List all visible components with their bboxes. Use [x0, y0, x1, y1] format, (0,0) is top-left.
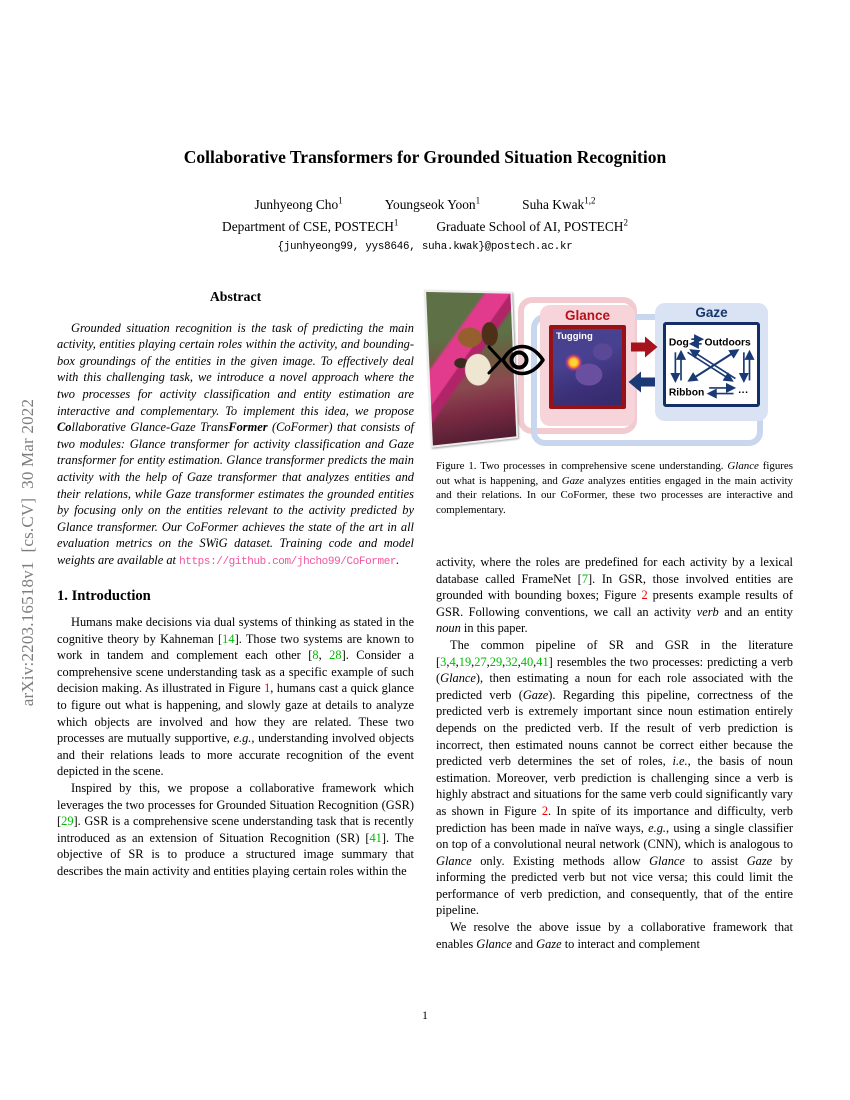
left-column	[57, 289, 414, 880]
gaze-box	[655, 303, 768, 421]
affiliation-line	[0, 218, 850, 235]
body-paragraph-pipeline: The common pipeline of SR and GSR in the literature [3,4,19,27,29,32,40,41] resembles the two processes: predicting a verb (Glance), then estimating a noun for each role associated with the predicted verb (Gaze). Regarding this pipeline, correctness of the predicted verb is extremely important since noun estimation entirely depends on the predicted verb. If the result of verb prediction is incorrect, then estimated nouns cannot be correct either because the predicted verb determines the set of roles, i.e., the basis of noun estimation. Moreover, verb prediction is challenging since a verb is highly abstract and situations for the same verb could significantly vary as shown in Figure 2. In spite of its importance and difficulty, verb prediction has been made in naïve ways, e.g., using a single classifier on top of a convolutional neural network (CNN), which is analogous to Glance only. Existing methods allow Glance to assist Gaze by informing the predicted verb but not vice versa; this could limit the performance of verb prediction, and consequently, that of the entire pipeline.	[436, 637, 793, 918]
node-outdoors: Outdoors	[704, 337, 751, 349]
figure-1-caption: Figure 1. Two processes in comprehensive scene understanding. Glance figures out what is happening, and Gaze analyzes entities engaged in the main activity and their relations. In our CoFormer, these two processes are interactive and complementary.	[436, 460, 794, 516]
node-ellipsis: ···	[738, 387, 749, 399]
arxiv-banner: arXiv:2203.16518v1 [cs.CV] 30 Mar 2022	[18, 398, 37, 707]
page-number: 1	[422, 1010, 428, 1022]
body-paragraph-continuation: activity, where the roles are predefined for each activity by a lexical database called FrameNet [7]. In GSR, those involved entities are grounded with bounding boxes; Figure 2 presents example results of GSR. Following conventions, we call an activity verb and an entity noun in this paper.	[436, 555, 793, 636]
node-ribbon: Ribbon	[668, 387, 705, 399]
email-line: {junhyeong99, yys8646, suha.kwak}@postech.ac.kr	[277, 241, 573, 253]
glance-box	[540, 305, 635, 426]
author-line	[0, 196, 850, 213]
body-paragraph-resolve: We resolve the above issue by a collaborative framework that enables Glance and Gaze to interact and complement	[436, 920, 793, 951]
author-1: Junhyeong Cho$^1$	[254, 196, 343, 213]
figure-1	[425, 283, 795, 455]
author-3: Suha Kwak$^{1,2}$	[522, 196, 596, 213]
section-heading-introduction: 1. Introduction	[57, 587, 151, 604]
gaze-to-glance-arrow	[628, 371, 655, 393]
attention-heatmap	[549, 325, 626, 409]
right-column	[436, 554, 793, 952]
node-dog: Dog	[668, 337, 689, 349]
github-link[interactable]: https://github.com/jhcho99/CoFormer	[179, 555, 397, 568]
affiliation-1: Department of CSE, POSTECH$^1$	[222, 218, 399, 235]
glance-to-gaze-arrow	[631, 336, 658, 358]
affiliation-2: Graduate School of AI, POSTECH$^2$	[436, 218, 628, 235]
verb-label: Tugging	[556, 331, 593, 342]
entity-relation-graph	[663, 322, 760, 407]
author-2: Youngseok Yoon$^1$	[384, 196, 481, 213]
intro-paragraph-2: Inspired by this, we propose a collaborative framework which leverages the two processes for Grounded Situation Recognition (GSR) [29]. GSR is a comprehensive scene understanding task that is recently introduced as an extension of Situation Recognition (SR) [41]. The objective of SR is to produce a structured image summary that describes the main activity and entities playing certain roles within the	[57, 781, 414, 878]
abstract-body: Grounded situation recognition is the task of predicting the main activity, entities playing certain roles within the activity, and bounding-box groundings of the entities in the given image. To effectively deal with this challenging task, we introduce a novel approach where the two processes for activity classification and entity estimation are interactive and complementary. To implement this idea, we propose Collaborative Glance-Gaze TransFormer (CoFormer) that consists of two modules: Glance transformer for activity classification and Gaze transformer for entity estimation. Glance transformer predicts the main activity with the help of Gaze transformer that analyzes entities and their relations, while Gaze transformer estimates the grounded entities by focusing only on the entities relevant to the activity predicted by Glance transformer. Our CoFormer achieves the state of the art in all evaluation metrics on the SWiG dataset. Training code and model weights are available at https://github.com/jhcho99/CoFormer.	[57, 320, 414, 568]
eye-icon	[486, 331, 546, 389]
abstract-heading: Abstract	[209, 289, 262, 304]
page-title: Collaborative Transformers for Grounded Situation Recognition	[183, 147, 667, 167]
gaze-label: Gaze	[695, 305, 728, 320]
glance-label: Glance	[564, 308, 611, 323]
intro-paragraph-1: Humans make decisions via dual systems of thinking as stated in the cognitive theory by Kahneman [14]. Those two systems are known to work in tandem and complement each other [8, 28]. Consider a comprehensive scene understanding task as a specific example of such decision making. As illustrated in Figure 1, humans cast a quick glance to figure out what is happening, and slowly gaze at details to analyze which objects are involved and how they are related. These two processes are mutually supportive, e.g., understanding involved objects and their relations leads to more accurate recognition of the event depicted in the scene.	[57, 615, 414, 779]
